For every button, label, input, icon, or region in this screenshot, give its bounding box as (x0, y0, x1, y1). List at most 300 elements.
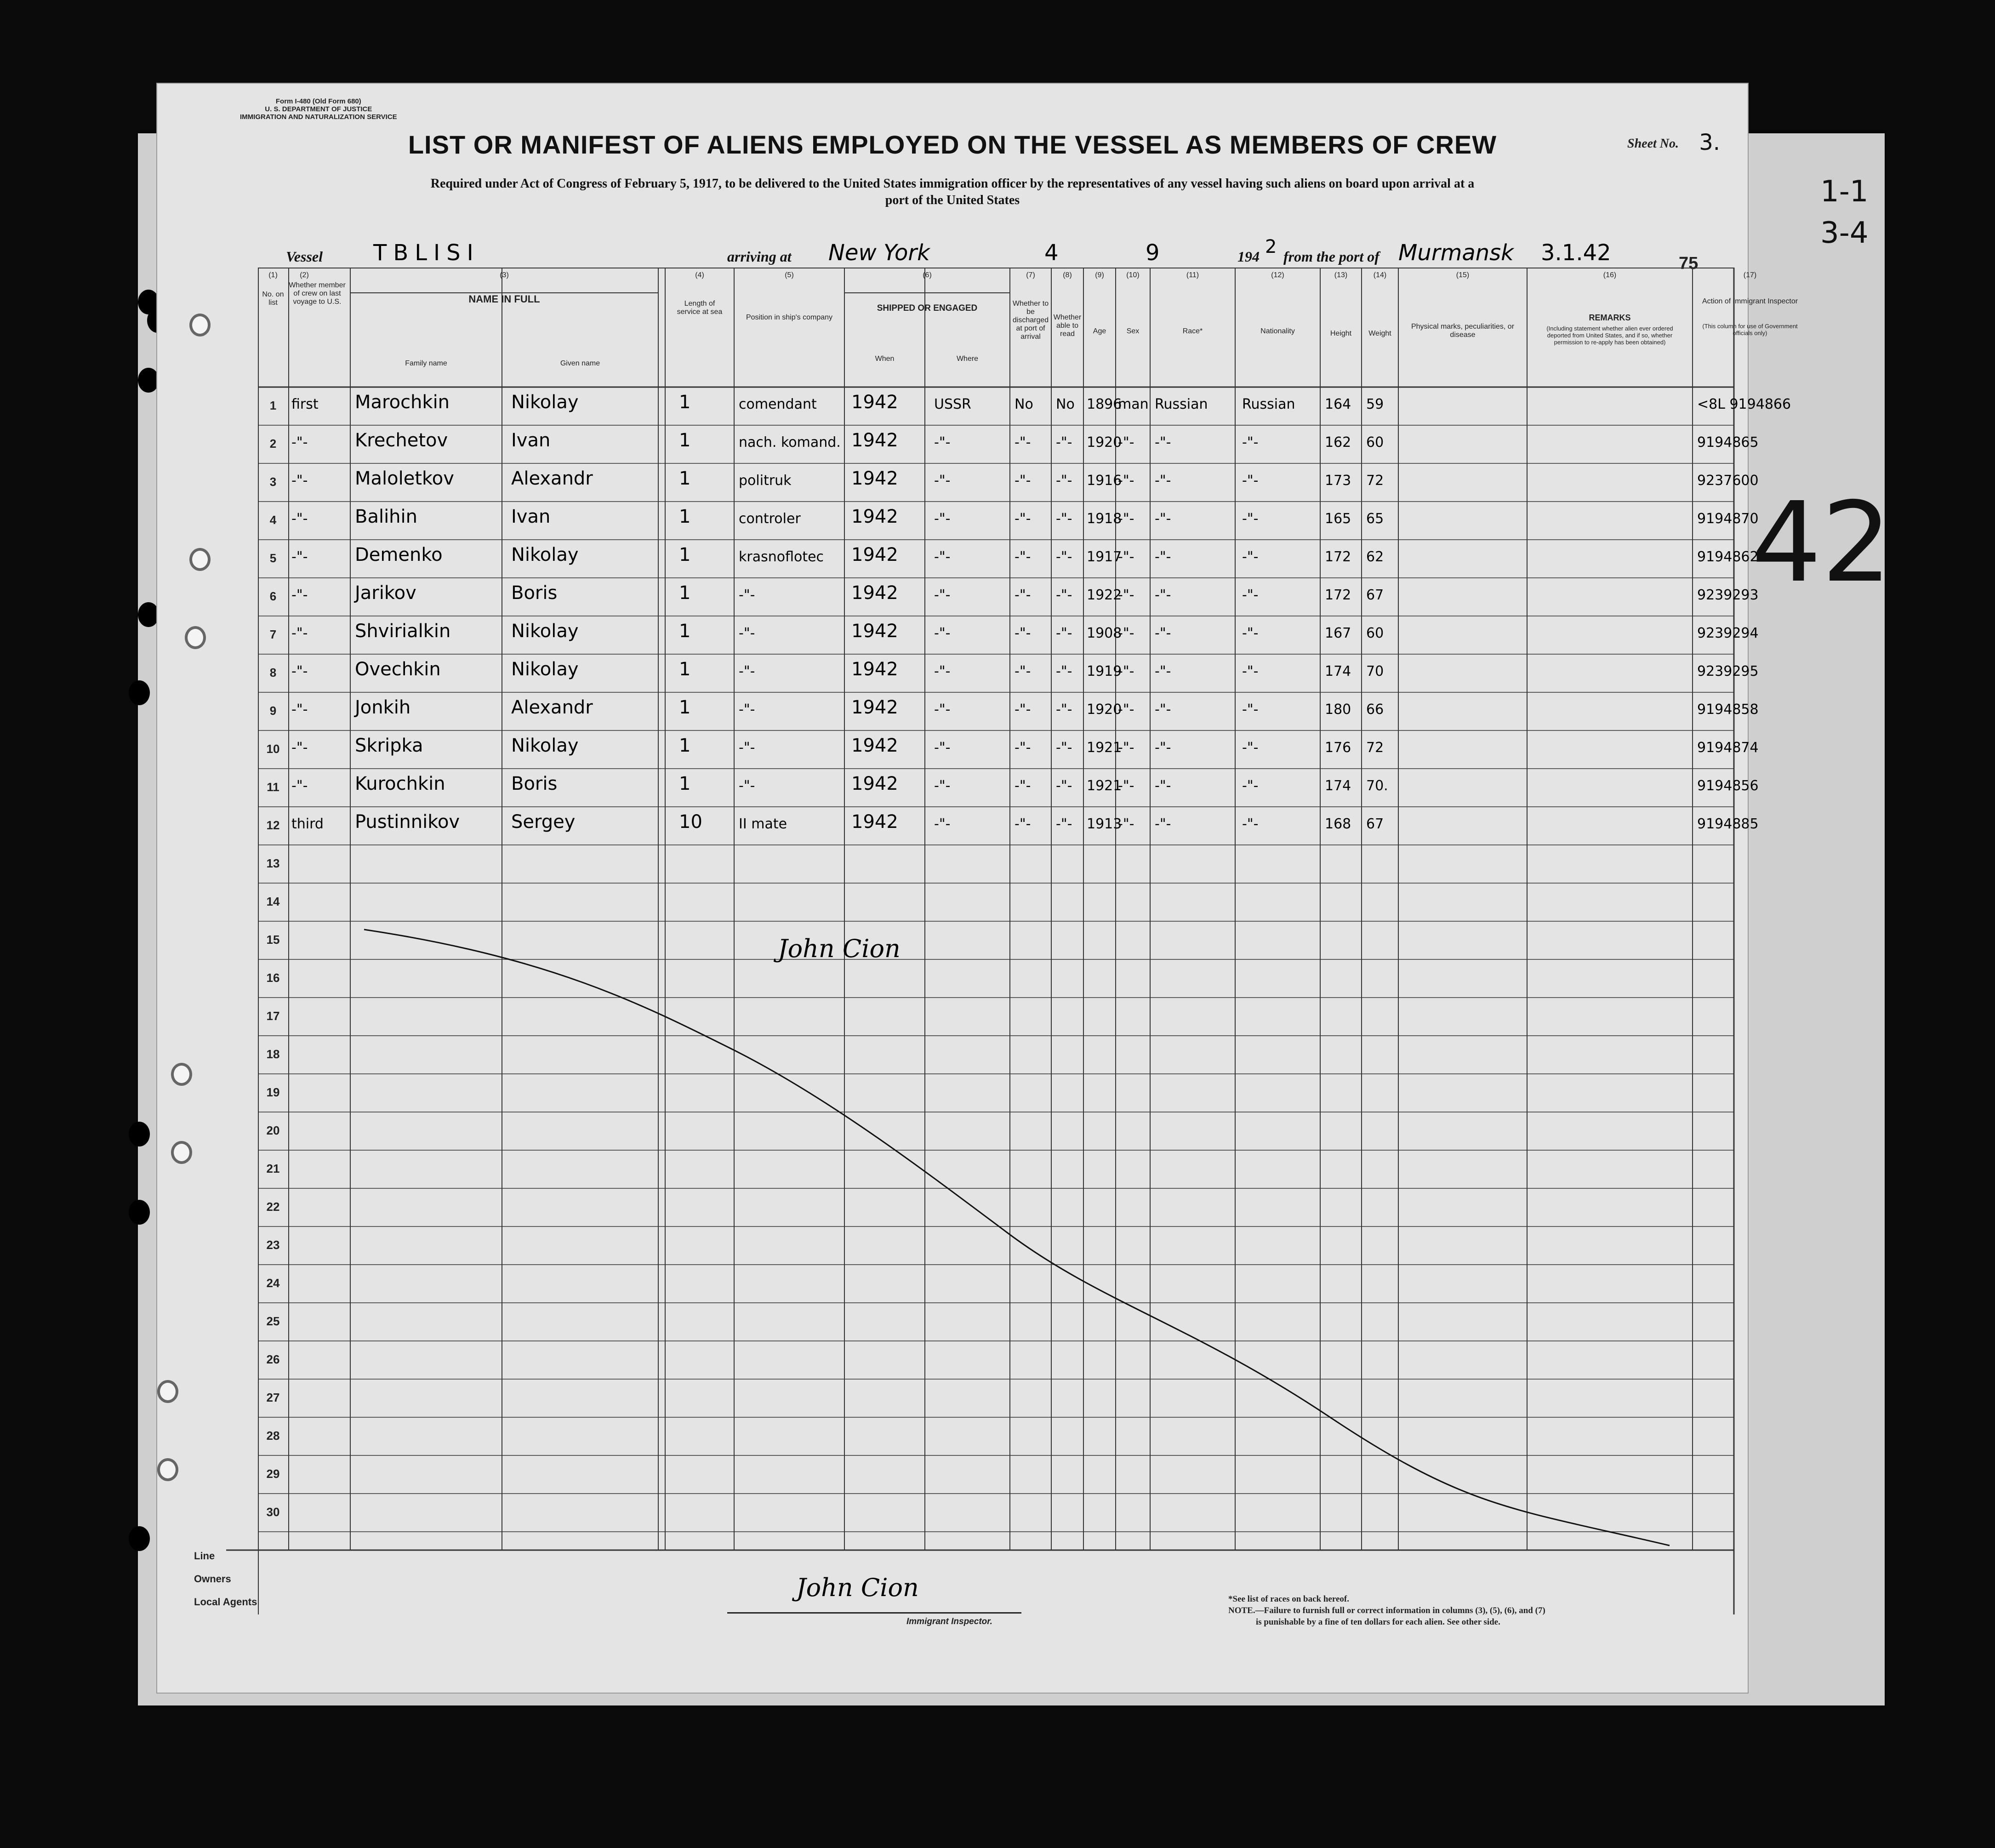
discharged-cell: -"- (1015, 587, 1031, 603)
row-number: 30 (266, 1505, 280, 1519)
col6-num: (6) (923, 271, 932, 279)
action-cell: 9239294 (1697, 625, 1759, 641)
position-cell: -"- (739, 663, 755, 679)
col17-header: Action of Immigrant Inspector (1702, 297, 1798, 305)
row-number: 27 (266, 1391, 280, 1404)
where-cell: -"- (934, 473, 951, 489)
race-cell: -"- (1155, 549, 1171, 565)
family-name-cell: Skripka (355, 735, 423, 756)
local-agents-label: Local Agents (194, 1596, 257, 1608)
when-cell: 1942 (851, 811, 898, 833)
position-cell: -"- (739, 778, 755, 794)
manifest-table (226, 268, 1798, 1614)
col9-num: (9) (1095, 271, 1104, 279)
arriving-label: arriving at (727, 248, 792, 265)
race-cell: -"- (1155, 778, 1171, 794)
where-cell: USSR (934, 396, 971, 412)
col5-header: Position in ship's company (746, 314, 833, 321)
given-name-cell: Sergey (511, 811, 576, 833)
discharged-cell: -"- (1015, 702, 1031, 718)
vessel-label: Vessel (286, 248, 323, 265)
weight-cell: 60 (1366, 625, 1384, 641)
when-cell: 1942 (851, 506, 898, 527)
col1-num: (1) (268, 271, 278, 279)
subtitle-line-2: port of the United States (885, 193, 1020, 207)
family-name-cell: Demenko (355, 544, 443, 565)
side-note-bottom: 3-4 (1820, 216, 1869, 250)
punch-hole (157, 1458, 178, 1481)
manifest-page (156, 83, 1798, 1694)
col16-num: (16) (1603, 271, 1617, 279)
race-cell: -"- (1155, 663, 1171, 679)
service-name: IMMIGRATION AND NATURALIZATION SERVICE (240, 113, 397, 121)
read-cell: -"- (1056, 740, 1072, 756)
row-number: 22 (266, 1200, 280, 1214)
race-cell: -"- (1155, 816, 1171, 832)
col11-header: Race* (1182, 327, 1203, 335)
col8-num: (8) (1063, 271, 1072, 279)
read-cell: -"- (1056, 816, 1072, 832)
voyage-cell: -"- (291, 740, 308, 756)
sex-cell: -"- (1118, 663, 1134, 679)
race-cell: -"- (1155, 740, 1171, 756)
voyage-cell: -"- (291, 587, 308, 603)
owners-label: Owners (194, 1573, 231, 1585)
voyage-cell: -"- (291, 473, 308, 489)
action-cell: 9237600 (1697, 473, 1759, 489)
col13-num: (13) (1334, 271, 1348, 279)
punch-hole (157, 1380, 178, 1403)
where-cell: -"- (934, 663, 951, 679)
weight-cell: 70. (1366, 778, 1388, 794)
col3b-header: Given name (560, 359, 600, 367)
col2-num: (2) (300, 271, 309, 279)
height-cell: 172 (1325, 549, 1351, 565)
binder-hole (129, 1122, 150, 1146)
where-cell: -"- (934, 740, 951, 756)
discharged-cell: -"- (1015, 816, 1031, 832)
given-name-cell: Boris (511, 582, 558, 604)
action-cell: 9194865 (1697, 434, 1759, 451)
row-number: 14 (266, 895, 280, 908)
col4-header: Length of service at sea (677, 300, 723, 316)
col2-header: Whether member of crew on last voyage to U.S. (289, 281, 346, 306)
read-cell: -"- (1056, 625, 1072, 641)
given-name-cell: Nikolay (511, 659, 579, 680)
service-cell: 1 (679, 582, 691, 604)
position-cell: comendant (739, 396, 817, 412)
discharged-cell: -"- (1015, 434, 1031, 451)
action-cell: 9194874 (1697, 740, 1759, 756)
height-cell: 164 (1325, 396, 1351, 412)
where-cell: -"- (934, 587, 951, 603)
binder-hole (129, 680, 150, 705)
given-name-cell: Boris (511, 773, 558, 794)
col1-header: No. on list (262, 291, 284, 307)
nationality-cell: -"- (1242, 625, 1259, 641)
col6a-header: When (875, 355, 895, 363)
weight-cell: 70 (1366, 663, 1384, 679)
col6-header: SHIPPED OR ENGAGED (877, 303, 978, 313)
weight-cell: 67 (1366, 816, 1384, 832)
discharged-cell: -"- (1015, 740, 1031, 756)
family-name-cell: Shvirialkin (355, 621, 451, 642)
family-name-cell: Jonkih (355, 697, 411, 718)
age-cell: 1913 (1087, 816, 1122, 832)
race-cell: -"- (1155, 702, 1171, 718)
form-title: LIST OR MANIFEST OF ALIENS EMPLOYED ON THE VESSEL AS MEMBERS OF CREW (408, 130, 1497, 159)
read-cell: -"- (1056, 549, 1072, 565)
position-cell: krasnoflotec (739, 549, 824, 565)
punch-hole (185, 626, 206, 649)
when-cell: 1942 (851, 468, 898, 489)
punch-hole (189, 314, 211, 337)
col6b-header: Where (956, 355, 979, 363)
action-cell: 9194856 (1697, 778, 1759, 794)
col12-header: Nationality (1260, 327, 1295, 335)
position-cell: nach. komand. (739, 434, 841, 451)
where-cell: -"- (934, 816, 951, 832)
col13-header: Height (1330, 330, 1352, 337)
row-number: 17 (266, 1009, 280, 1023)
inspector-signature: John Cion (796, 1573, 919, 1602)
punch-hole (171, 1141, 192, 1164)
action-cell: 9194858 (1697, 702, 1759, 718)
form-number: Form I-480 (Old Form 680) (275, 97, 361, 105)
where-cell: -"- (934, 625, 951, 641)
read-cell: -"- (1056, 663, 1072, 679)
age-cell: 1921 (1087, 740, 1122, 756)
line-label: Line (194, 1550, 215, 1562)
row-number: 4 (269, 513, 277, 527)
row-number: 19 (266, 1085, 280, 1099)
col3-header: NAME IN FULL (468, 293, 540, 305)
race-cell: -"- (1155, 625, 1171, 641)
col7-num: (7) (1026, 271, 1035, 279)
sheet-label: Sheet No. (1627, 137, 1679, 151)
family-name-cell: Kurochkin (355, 773, 445, 794)
when-cell: 1942 (851, 697, 898, 718)
row-number: 8 (269, 666, 277, 679)
row-number: 9 (269, 704, 277, 718)
col14-header: Weight (1368, 330, 1391, 337)
row-number: 29 (266, 1467, 280, 1481)
nationality-cell: -"- (1242, 473, 1259, 489)
arriving-at: New York (828, 240, 930, 266)
weight-cell: 66 (1366, 702, 1384, 718)
cancel-line (364, 930, 1670, 1546)
from-label: from the port of (1283, 248, 1379, 265)
row-number: 16 (266, 971, 280, 985)
year-prefix: 194 (1237, 248, 1260, 265)
age-cell: 1919 (1087, 663, 1122, 679)
position-cell: controler (739, 511, 801, 527)
row-number: 28 (266, 1429, 280, 1443)
where-cell: -"- (934, 434, 951, 451)
col14-num: (14) (1373, 271, 1387, 279)
nationality-cell: -"- (1242, 778, 1259, 794)
race-cell: -"- (1155, 511, 1171, 527)
departure-date: 3.1.42 (1541, 240, 1611, 266)
when-cell: 1942 (851, 659, 898, 680)
when-cell: 1942 (851, 773, 898, 794)
form-subtitle (226, 176, 1679, 209)
col12-num: (12) (1271, 271, 1284, 279)
sex-cell: -"- (1118, 587, 1134, 603)
read-cell: -"- (1056, 511, 1072, 527)
when-cell: 1942 (851, 735, 898, 756)
row-number: 5 (269, 551, 277, 565)
punch-hole (189, 548, 211, 571)
col3-num: (3) (500, 271, 509, 279)
position-cell: -"- (739, 625, 755, 641)
when-cell: 1942 (851, 621, 898, 642)
col7-header: Whether to be discharged at port of arrival (1012, 300, 1049, 341)
service-cell: 1 (679, 773, 691, 794)
nationality-cell: -"- (1242, 434, 1259, 451)
weight-cell: 72 (1366, 740, 1384, 756)
position-cell: II mate (739, 816, 787, 832)
discharged-cell: -"- (1015, 778, 1031, 794)
col3a-header: Family name (405, 359, 447, 367)
service-cell: 1 (679, 430, 691, 451)
sex-cell: -"- (1118, 434, 1134, 451)
age-cell: 1920 (1087, 434, 1122, 451)
nationality-cell: -"- (1242, 587, 1259, 603)
subtitle-line-1: Required under Act of Congress of February 5, 1917, to be delivered to the United States immigration officer by the representatives of any vessel having such aliens on board upon arrival at a (430, 177, 1475, 191)
service-cell: 1 (679, 697, 691, 718)
voyage-cell: -"- (291, 778, 308, 794)
weight-cell: 72 (1366, 473, 1384, 489)
from-port: Murmansk (1398, 240, 1514, 266)
age-cell: 1918 (1087, 511, 1122, 527)
service-cell: 1 (679, 468, 691, 489)
discharged-cell: -"- (1015, 473, 1031, 489)
read-cell: -"- (1056, 587, 1072, 603)
row-number: 12 (266, 818, 280, 832)
voyage-cell: -"- (291, 549, 308, 565)
given-name-cell: Nikolay (511, 621, 579, 642)
given-name-cell: Ivan (511, 506, 551, 527)
where-cell: -"- (934, 702, 951, 718)
nationality-cell: -"- (1242, 702, 1259, 718)
form-number-block (240, 97, 397, 121)
read-cell: No (1056, 396, 1075, 412)
race-cell: -"- (1155, 473, 1171, 489)
voyage-cell: -"- (291, 625, 308, 641)
age-cell: 1920 (1087, 702, 1122, 718)
position-cell: -"- (739, 740, 755, 756)
given-name-cell: Alexandr (511, 468, 593, 489)
col10-header: Sex (1126, 327, 1140, 335)
height-cell: 165 (1325, 511, 1351, 527)
side-note-top: 1-1 (1820, 175, 1869, 209)
race-cell: -"- (1155, 434, 1171, 451)
col16-header: REMARKS (1589, 313, 1631, 322)
row-number: 3 (269, 475, 277, 489)
sex-cell: -"- (1118, 473, 1134, 489)
given-name-cell: Nikolay (511, 392, 579, 413)
sex-cell: -"- (1118, 625, 1134, 641)
when-cell: 1942 (851, 582, 898, 604)
punch-hole (171, 1063, 192, 1086)
sex-cell: -"- (1118, 816, 1134, 832)
year-suffix: 2 (1265, 236, 1277, 257)
height-cell: 174 (1325, 778, 1351, 794)
discharged-cell: -"- (1015, 625, 1031, 641)
age-cell: 1917 (1087, 549, 1122, 565)
service-cell: 1 (679, 659, 691, 680)
weight-cell: 67 (1366, 587, 1384, 603)
row-number: 26 (266, 1352, 280, 1366)
nationality-cell: Russian (1242, 396, 1295, 412)
binder-hole (129, 1200, 150, 1225)
row-number: 25 (266, 1314, 280, 1328)
discharged-cell: -"- (1015, 511, 1031, 527)
row-number: 11 (267, 780, 279, 794)
col15-header: Physical marks, peculiarities, or disease (1411, 323, 1515, 339)
nationality-cell: -"- (1242, 816, 1259, 832)
height-cell: 172 (1325, 587, 1351, 603)
position-cell: -"- (739, 587, 755, 603)
side-note-large: 42 (1751, 478, 1892, 607)
vessel-name: TBLISI (373, 240, 480, 266)
sex-cell: -"- (1118, 511, 1134, 527)
nationality-cell: -"- (1242, 740, 1259, 756)
col9-header: Age (1093, 327, 1106, 335)
discharged-cell: -"- (1015, 663, 1031, 679)
service-cell: 1 (679, 544, 691, 565)
height-cell: 173 (1325, 473, 1351, 489)
sex-cell: man (1118, 396, 1149, 412)
service-cell: 1 (679, 506, 691, 527)
read-cell: -"- (1056, 778, 1072, 794)
arrival-day: 9 (1146, 240, 1160, 266)
age-cell: 1921 (1087, 778, 1122, 794)
where-cell: -"- (934, 511, 951, 527)
arrival-month: 4 (1044, 240, 1059, 266)
weight-cell: 62 (1366, 549, 1384, 565)
age-cell: 1896 (1087, 396, 1122, 412)
row-number: 23 (266, 1238, 280, 1252)
note-line-2: is punishable by a fine of ten dollars for each alien. See other side. (1256, 1617, 1500, 1627)
where-cell: -"- (934, 778, 951, 794)
binder-hole (129, 1526, 150, 1551)
family-name-cell: Krechetov (355, 430, 448, 451)
family-name-cell: Balihin (355, 506, 417, 527)
voyage-cell: -"- (291, 434, 308, 451)
row-number: 10 (266, 742, 280, 756)
weight-cell: 59 (1366, 396, 1384, 412)
page-number: 75 (1679, 254, 1699, 273)
voyage-cell: first (291, 396, 319, 412)
action-cell: 9239295 (1697, 663, 1759, 679)
row-number: 7 (269, 627, 277, 641)
nationality-cell: -"- (1242, 549, 1259, 565)
inspector-label: Immigrant Inspector. (906, 1617, 992, 1626)
department: U. S. DEPARTMENT OF JUSTICE (265, 105, 372, 113)
position-cell: politruk (739, 473, 792, 489)
given-name-cell: Nikolay (511, 735, 579, 756)
row-number: 2 (269, 437, 277, 451)
note-races: *See list of races on back hereof. (1228, 1594, 1349, 1604)
service-cell: 1 (679, 735, 691, 756)
action-cell: 9194885 (1697, 816, 1759, 832)
when-cell: 1942 (851, 430, 898, 451)
when-cell: 1942 (851, 392, 898, 413)
note-line-1: NOTE.—Failure to furnish full or correct information in columns (3), (5), (6), and (7) (1228, 1606, 1545, 1615)
when-cell: 1942 (851, 544, 898, 565)
family-name-cell: Jarikov (355, 582, 416, 604)
nationality-cell: -"- (1242, 511, 1259, 527)
given-name-cell: Ivan (511, 430, 551, 451)
sex-cell: -"- (1118, 549, 1134, 565)
row-number: 6 (269, 589, 277, 603)
service-cell: 1 (679, 621, 691, 642)
family-name-cell: Pustinnikov (355, 811, 460, 833)
voyage-cell: -"- (291, 511, 308, 527)
col10-num: (10) (1126, 271, 1140, 279)
race-cell: -"- (1155, 587, 1171, 603)
weight-cell: 60 (1366, 434, 1384, 451)
height-cell: 162 (1325, 434, 1351, 451)
family-name-cell: Marochkin (355, 392, 450, 413)
action-cell: 9194870 (1697, 511, 1759, 527)
col17-num: (17) (1743, 271, 1757, 279)
col16-subheader: (Including statement whether alien ever ordered deported from United States, and if so, whether permission to re-apply has been obtained) (1546, 325, 1673, 346)
height-cell: 176 (1325, 740, 1351, 756)
sex-cell: -"- (1118, 740, 1134, 756)
col8-header: Whether able to read (1053, 314, 1082, 338)
nationality-cell: -"- (1242, 663, 1259, 679)
row-number: 24 (266, 1276, 280, 1290)
given-name-cell: Alexandr (511, 697, 593, 718)
col15-num: (15) (1456, 271, 1470, 279)
col4-num: (4) (695, 271, 704, 279)
sheet-number: 3. (1699, 130, 1720, 155)
height-cell: 180 (1325, 702, 1351, 718)
age-cell: 1916 (1087, 473, 1122, 489)
discharged-cell: -"- (1015, 549, 1031, 565)
inspector-signature-table: John Cion (778, 934, 901, 963)
height-cell: 174 (1325, 663, 1351, 679)
service-cell: 10 (679, 811, 702, 833)
col17-subheader: (This column for use of Government officials only) (1702, 323, 1798, 337)
weight-cell: 65 (1366, 511, 1384, 527)
row-number: 18 (266, 1047, 280, 1061)
height-cell: 168 (1325, 816, 1351, 832)
voyage-cell: -"- (291, 663, 308, 679)
where-cell: -"- (934, 549, 951, 565)
family-name-cell: Ovechkin (355, 659, 441, 680)
voyage-cell: -"- (291, 702, 308, 718)
discharged-cell: No (1015, 396, 1033, 412)
height-cell: 167 (1325, 625, 1351, 641)
row-number: 20 (266, 1124, 280, 1137)
action-cell: 9194862 (1697, 549, 1759, 565)
row-number: 13 (266, 856, 280, 870)
given-name-cell: Nikolay (511, 544, 579, 565)
action-cell: 9239293 (1697, 587, 1759, 603)
read-cell: -"- (1056, 473, 1072, 489)
signature-line (727, 1612, 1021, 1614)
sex-cell: -"- (1118, 778, 1134, 794)
age-cell: 1908 (1087, 625, 1122, 641)
row-number: 1 (269, 399, 277, 412)
action-cell: <8L 9194866 (1697, 396, 1791, 412)
col11-num: (11) (1186, 271, 1199, 279)
col5-num: (5) (785, 271, 794, 279)
